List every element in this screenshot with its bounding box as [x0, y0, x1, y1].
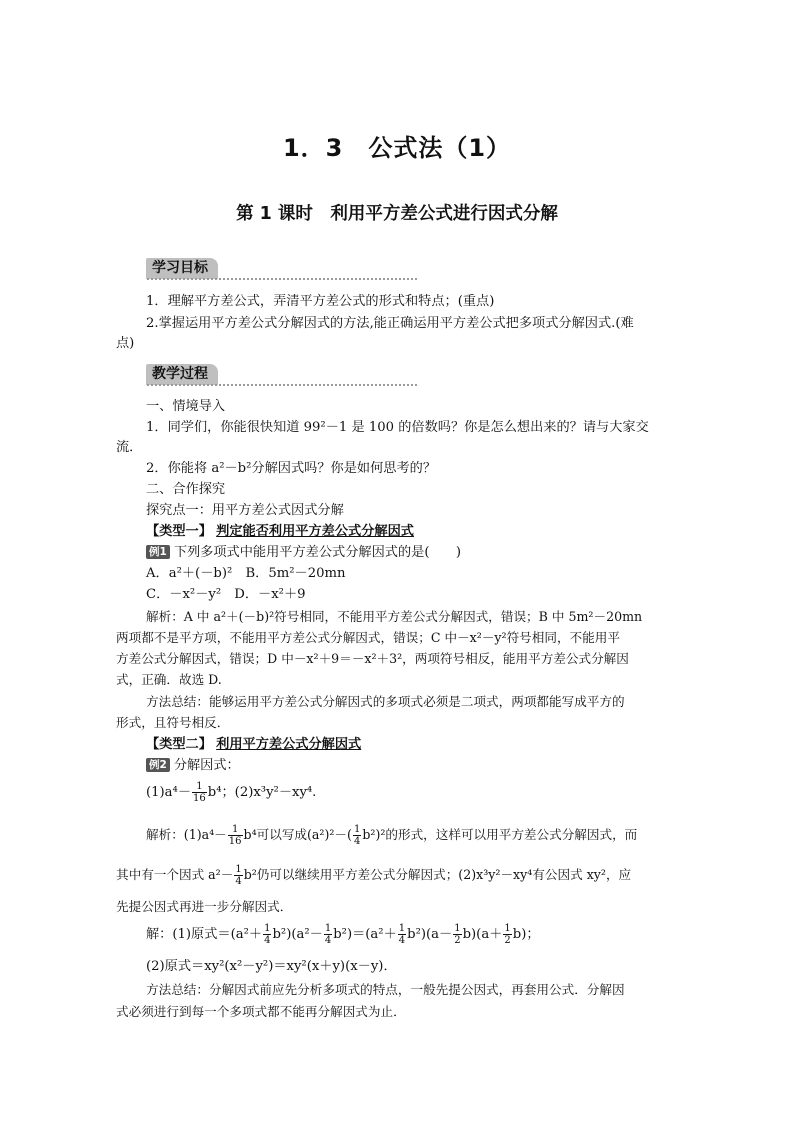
- expr-part: b²)＝(a²＋: [333, 927, 397, 942]
- page-subtitle: 第 1 课时 利用平方差公式进行因式分解: [236, 204, 558, 224]
- fraction-denominator: 2: [504, 935, 511, 946]
- type-2-heading: [146, 735, 361, 755]
- text-part: b²)²的形式，这样可以用平方差公式分解因式，而: [362, 827, 638, 842]
- goal-2-line1: 2.掌握运用平方差公式分解因式的方法,能正确运用平方差公式把多项式分解因式.(难: [146, 316, 634, 331]
- section-header-process: [146, 364, 418, 388]
- example-1-analysis-4: 式，正确．故选 D.: [116, 672, 222, 687]
- example-1: [146, 543, 461, 563]
- expr-part: b⁴；(2)x³y²－xy⁴.: [207, 785, 317, 800]
- fraction-numerator: 1: [235, 864, 242, 875]
- section-label-goals: 学习目标: [146, 258, 218, 279]
- fraction-1-16: [192, 781, 207, 804]
- fraction-numerator: 1: [353, 824, 361, 835]
- fraction-denominator: 4: [264, 935, 271, 946]
- example-1-analysis-1: 解析：A 中 a²＋(－b)²符号相同，不能用平方差公式分解因式，错误；B 中 5m²－20mn: [146, 609, 643, 624]
- heading-explore: 二、合作探究: [146, 482, 226, 497]
- example-1-options-cd: C．－x²－y² D．－x²＋9: [146, 587, 306, 602]
- fraction-denominator: 4: [398, 935, 406, 946]
- example-2-analysis-3: 先提公因式再进一步分解因式．: [116, 899, 293, 914]
- example-2-solution-1: [146, 922, 540, 948]
- example-1-options-ab: A．a²＋(－b)² B．5m²－20mn: [146, 566, 346, 581]
- fraction-1-2: [453, 923, 461, 946]
- heading-situation: 一、情境导入: [146, 399, 226, 414]
- text-part: b⁴可以写成(a²)²－(: [243, 827, 352, 842]
- expr-part: b)；: [512, 927, 540, 942]
- text-part: 其中有一个因式 a²－: [116, 867, 234, 882]
- dotted-rule: [146, 277, 418, 281]
- expr-part: b²)(a²－: [272, 927, 323, 942]
- type-2-title: 利用平方差公式分解因式: [216, 737, 362, 752]
- example-2-summary-2: 式必须进行到每一个多项式都不能再分解因式为止．: [116, 1004, 406, 1019]
- question-1-line2: 流．: [116, 440, 143, 455]
- example-2-solution-2: (2)原式＝xy²(x²－y²)＝xy²(x＋y)(x－y)．: [146, 959, 397, 974]
- example-badge: 例1: [146, 545, 170, 559]
- fraction-denominator: 16: [193, 793, 206, 804]
- example-1-summary-1: 方法总结：能够运用平方差公式分解因式的多项式必须是二项式，两项都能写成平方的: [146, 694, 625, 709]
- fraction-numerator: 1: [192, 781, 207, 793]
- example-2-summary-1: 方法总结：分解因式前应先分析多项式的特点，一般先提公因式，再套用公式．分解因: [146, 982, 625, 997]
- fraction-numerator: 1: [454, 923, 461, 934]
- expr-part: b²)(a－: [407, 927, 453, 942]
- example-2-analysis-1: [146, 822, 637, 848]
- example-2: [146, 756, 240, 776]
- text-part: 解析：(1)a⁴－: [146, 827, 227, 842]
- section-label-process: 教学过程: [146, 364, 218, 385]
- fraction-1-4: [234, 864, 242, 887]
- explore-point-1: 探究点一：用平方差公式因式分解: [146, 503, 344, 518]
- fraction-denominator: 2: [454, 935, 461, 946]
- fraction-1-4: [263, 923, 271, 946]
- expr-part: b)(a＋: [462, 927, 503, 942]
- example-1-summary-2: 形式，且符号相反．: [116, 715, 230, 730]
- example-2-text: 分解因式：: [173, 758, 240, 773]
- goal-1: 1．理解平方差公式，弄清平方差公式的形式和特点；(重点): [146, 294, 495, 309]
- example-badge: 例2: [146, 758, 170, 772]
- fraction-1-4: [353, 824, 361, 847]
- question-1-line1: 1．同学们，你能很快知道 99²－1 是 100 的倍数吗？你是怎么想出来的？请与大家交: [146, 420, 649, 435]
- fraction-denominator: 16: [228, 836, 242, 847]
- fraction-denominator: 4: [324, 935, 332, 946]
- fraction-1-16: [228, 824, 243, 847]
- fraction-numerator: 1: [264, 923, 271, 934]
- fraction-numerator: 1: [398, 923, 406, 934]
- text-part: b²仍可以继续用平方差公式分解因式；(2)x³y²－xy⁴有公因式 xy²，应: [243, 867, 632, 882]
- goal-2-line2: 点): [116, 336, 135, 351]
- example-1-text: 下列多项式中能用平方差公式分解因式的是( ): [173, 545, 462, 560]
- fraction-numerator: 1: [324, 923, 332, 934]
- section-header-goals: [146, 258, 418, 282]
- question-2: 2．你能将 a²－b²分解因式吗？你是如何思考的？: [146, 461, 437, 476]
- dotted-rule: [146, 383, 418, 387]
- example-1-analysis-3: 方差公式分解因式，错误；D 中－x²＋9＝－x²＋3²，两项符号相反，能用平方差公式分解因: [116, 651, 629, 666]
- example-2-question: [146, 780, 316, 806]
- fraction-denominator: 4: [353, 836, 361, 847]
- example-2-analysis-2: [116, 862, 631, 888]
- fraction-1-2: [503, 923, 511, 946]
- example-1-analysis-2: 两项都不是平方项，不能用平方差公式分解因式，错误；C 中－x²－y²符号相同，不能用平: [116, 630, 620, 645]
- type-1-title: 判定能否利用平方差公式分解因式: [216, 524, 414, 539]
- fraction-1-4: [324, 923, 332, 946]
- type-1-label: 【类型一】: [146, 524, 212, 539]
- expr-part: (1)a⁴－: [146, 785, 192, 800]
- type-1-heading: [146, 522, 414, 542]
- fraction-denominator: 4: [235, 876, 242, 887]
- page-title: 1．3 公式法（1）: [282, 134, 512, 162]
- type-2-label: 【类型二】: [146, 737, 212, 752]
- fraction-1-4: [398, 923, 406, 946]
- fraction-numerator: 1: [504, 923, 511, 934]
- fraction-numerator: 1: [228, 824, 243, 836]
- expr-part: 解：(1)原式＝(a²＋: [146, 927, 263, 942]
